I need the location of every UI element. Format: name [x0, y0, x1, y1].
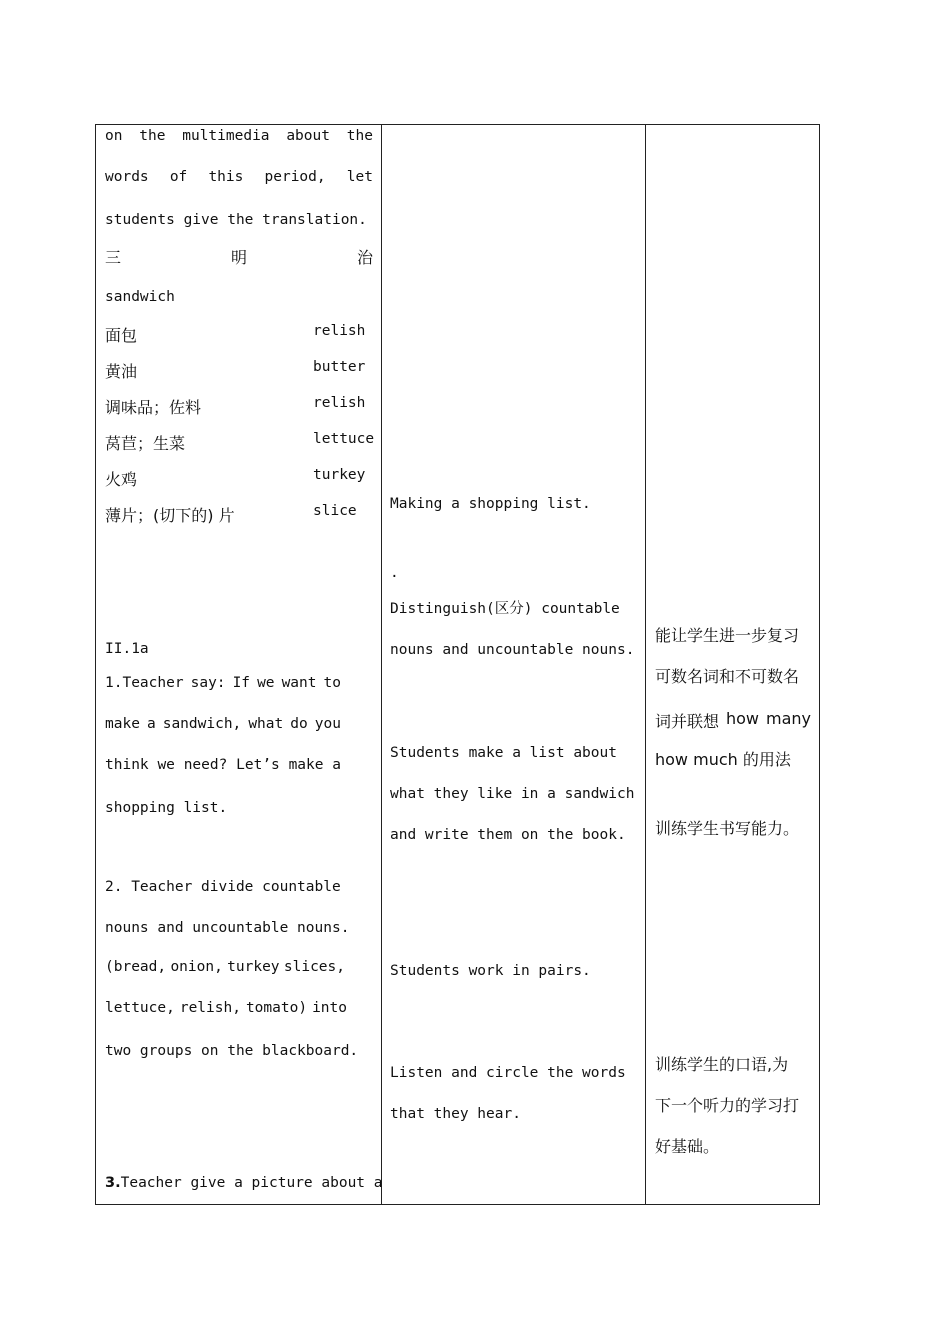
- item3-number: 3.: [105, 1175, 121, 1191]
- students-list-line-3: and write them on the book.: [390, 827, 626, 843]
- word: turkey: [227, 959, 280, 975]
- review-line-4: how much 的用法: [655, 750, 791, 769]
- word: of: [169, 169, 188, 185]
- sandwich-zh-char-3: 治: [356, 248, 373, 267]
- word: into: [312, 1000, 347, 1016]
- distinguish-line-1: Distinguish(区分) countable: [390, 601, 620, 617]
- word: think: [105, 757, 149, 773]
- word: words: [105, 169, 149, 185]
- sandwich-zh-char-2: 明: [230, 248, 247, 267]
- vocab-zh: 薄片；(切下的) 片: [105, 506, 235, 525]
- vocab-zh: 调味品；佐料: [105, 398, 202, 417]
- oral-line-2: 下一个听力的学习打: [655, 1096, 800, 1115]
- word: say:: [190, 675, 226, 691]
- distinguish-line-2: nouns and uncountable nouns.: [390, 642, 635, 658]
- word: tomato): [245, 1000, 308, 1016]
- item1-line-1: [105, 675, 341, 691]
- content-layer: [95, 124, 820, 1205]
- word: how: [726, 709, 760, 728]
- word: this: [208, 169, 244, 185]
- word: onion,: [170, 959, 223, 975]
- word: a: [332, 757, 341, 773]
- word: (bread,: [105, 959, 167, 975]
- word: the: [139, 128, 166, 144]
- word: sandwich,: [162, 716, 242, 732]
- item1-line-3: [105, 757, 341, 773]
- word: a: [146, 716, 156, 732]
- vocab-en: lettuce: [313, 431, 375, 447]
- vocab-en: slice: [313, 503, 357, 519]
- word: 词并联想: [655, 712, 720, 731]
- word: we: [257, 675, 275, 691]
- word: want: [281, 675, 317, 691]
- word: lettuce,: [105, 1000, 175, 1016]
- students-list-line-2: what they like in a sandwich: [390, 786, 635, 802]
- vocab-zh: 火鸡: [105, 470, 138, 489]
- word: If: [232, 675, 251, 691]
- vocab-row-1: [105, 323, 373, 346]
- item1-line-4: shopping list.: [105, 800, 228, 816]
- word: let: [346, 169, 373, 185]
- writing-line: 训练学生书写能力。: [655, 819, 800, 838]
- word: relish,: [179, 1000, 241, 1016]
- vocab-row-5: [105, 467, 373, 490]
- review-line-2: 可数名词和不可数名: [655, 667, 800, 686]
- vocab-en: relish: [313, 323, 366, 339]
- vocab-row-2: [105, 359, 373, 382]
- intro-line-1: [105, 128, 373, 144]
- word: you: [314, 716, 341, 732]
- vocab-zh: 黄油: [105, 362, 138, 381]
- making-list: Making a shopping list.: [390, 496, 591, 512]
- pairs-line: Students work in pairs.: [390, 963, 591, 979]
- review-line-3: [655, 709, 811, 732]
- item3-line: [105, 1173, 383, 1193]
- word: the: [346, 128, 373, 144]
- word: multimedia: [182, 128, 270, 144]
- vocab-zh: 面包: [105, 326, 138, 345]
- listen-line-1: Listen and circle the words: [390, 1065, 626, 1081]
- word: on: [105, 128, 123, 144]
- word: Let’s: [236, 757, 280, 773]
- sandwich-en: sandwich: [105, 289, 175, 305]
- sandwich-zh: [105, 245, 373, 268]
- vocab-row-6: [105, 503, 373, 526]
- word: period,: [264, 169, 326, 185]
- intro-line-2: [105, 169, 373, 185]
- word: need?: [183, 757, 228, 773]
- item2-line-3: [105, 959, 345, 975]
- word: slices,: [283, 959, 345, 975]
- vocab-row-3: [105, 395, 373, 418]
- word: make: [288, 757, 324, 773]
- oral-line-3: 好基础。: [655, 1137, 720, 1156]
- item2-line-4: [105, 1000, 347, 1016]
- item2-line-2: nouns and uncountable nouns.: [105, 920, 350, 936]
- vocab-en: relish: [313, 395, 366, 411]
- oral-line-1: 训练学生的口语,为: [655, 1055, 789, 1074]
- word: to: [323, 675, 341, 691]
- word: make: [105, 716, 140, 732]
- vocab-en: butter: [313, 359, 366, 375]
- item2-line-1: 2. Teacher divide countable: [105, 879, 341, 895]
- vocab-en: turkey: [313, 467, 366, 483]
- dot-mark: .: [390, 565, 399, 581]
- item1-line-2: [105, 716, 341, 732]
- intro-line-3: students give the translation.: [105, 212, 367, 228]
- item2-line-5: two groups on the blackboard.: [105, 1043, 359, 1059]
- word: do: [290, 716, 308, 732]
- word: many: [766, 709, 811, 728]
- sandwich-zh-char-1: 三: [105, 248, 122, 267]
- word: about: [286, 128, 330, 144]
- word: what: [248, 716, 284, 732]
- students-list-line-1: Students make a list about: [390, 745, 617, 761]
- vocab-zh: 莴苣；生菜: [105, 434, 186, 453]
- listen-line-2: that they hear.: [390, 1106, 521, 1122]
- review-line-1: 能让学生进一步复习: [655, 626, 800, 645]
- word: we: [157, 757, 175, 773]
- section-heading: II.1a: [105, 641, 149, 657]
- word: 1.Teacher: [105, 675, 184, 691]
- item3-text: Teacher give a picture about a: [120, 1175, 383, 1191]
- vocab-row-4: [105, 431, 373, 454]
